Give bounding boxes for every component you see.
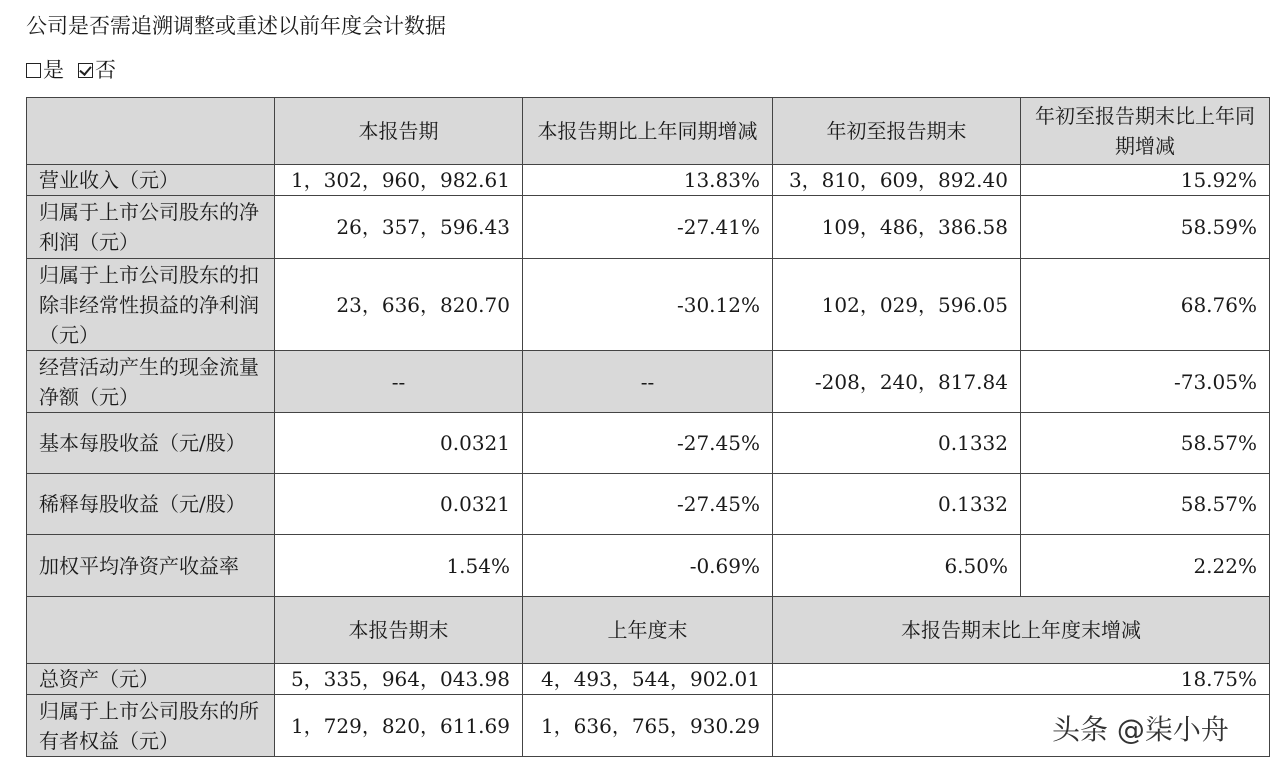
- table1-header-corner: [27, 98, 275, 165]
- cell-value: 5，335，964，043.98: [275, 664, 523, 695]
- cell-value: 13.83%: [523, 165, 773, 196]
- header-ytd-yoy: 年初至报告期末比上年同期增减: [1021, 98, 1270, 165]
- cell-value: 109，486，386.58: [773, 196, 1021, 259]
- cell-value: 15.92%: [1021, 165, 1270, 196]
- watermark: 头条 @柒小舟: [1052, 713, 1229, 746]
- row-label: 归属于上市公司股东的所有者权益（元）: [27, 695, 275, 757]
- cell-value: -27.45%: [523, 474, 773, 535]
- cell-value: -73.05%: [1021, 351, 1270, 413]
- header-prior-year-end: 上年度末: [523, 597, 773, 664]
- table2-header-row: [27, 597, 1270, 664]
- cell-value: 23，636，820.70: [275, 259, 523, 351]
- restatement-choices: [26, 54, 130, 86]
- header-current-period: 本报告期: [275, 98, 523, 165]
- row-label: 经营活动产生的现金流量净额（元）: [27, 351, 275, 413]
- table-row: [27, 351, 1270, 413]
- row-label: 总资产（元）: [27, 664, 275, 695]
- cell-value: 68.76%: [1021, 259, 1270, 351]
- row-label: 加权平均净资产收益率: [27, 535, 275, 597]
- checkbox-no-checked-icon[interactable]: [78, 63, 93, 78]
- checkbox-yes-icon[interactable]: [26, 63, 41, 78]
- table-row: [27, 664, 1270, 695]
- table-row: [27, 196, 1270, 259]
- cell-value: -27.41%: [523, 196, 773, 259]
- cell-value: 18.75%: [773, 664, 1270, 695]
- header-period-end: 本报告期末: [275, 597, 523, 664]
- table-row: [27, 165, 1270, 196]
- table1-header-row: [27, 98, 1270, 165]
- cell-value: 0.1332: [773, 413, 1021, 474]
- cell-value: 1.54%: [275, 535, 523, 597]
- cell-value: 3，810，609，892.40: [773, 165, 1021, 196]
- row-label: 营业收入（元）: [27, 165, 275, 196]
- table-row: [27, 413, 1270, 474]
- header-period-end-change: 本报告期末比上年度末增减: [773, 597, 1270, 664]
- cell-value: 1，636，765，930.29: [523, 695, 773, 757]
- row-label: 归属于上市公司股东的净利润（元）: [27, 196, 275, 259]
- cell-value: 0.0321: [275, 413, 523, 474]
- row-label: 归属于上市公司股东的扣除非经常性损益的净利润（元）: [27, 259, 275, 351]
- row-label: 基本每股收益（元/股）: [27, 413, 275, 474]
- choice-no[interactable]: [78, 54, 116, 86]
- section-heading: 公司是否需追溯调整或重述以前年度会计数据: [26, 14, 446, 38]
- cell-value: 26，357，596.43: [275, 196, 523, 259]
- header-current-period-yoy: 本报告期比上年同期增减: [523, 98, 773, 165]
- table-row: [27, 535, 1270, 597]
- cell-value: 58.57%: [1021, 413, 1270, 474]
- financial-data-table: [26, 97, 1270, 757]
- cell-value: 4，493，544，902.01: [523, 664, 773, 695]
- choice-no-label: 否: [95, 58, 116, 82]
- cell-value: 2.22%: [1021, 535, 1270, 597]
- table2-header-corner: [27, 597, 275, 664]
- table-row: [27, 259, 1270, 351]
- cell-value: -208，240，817.84: [773, 351, 1021, 413]
- choice-yes[interactable]: [26, 54, 64, 86]
- cell-value: 0.0321: [275, 474, 523, 535]
- cell-value: --: [275, 351, 523, 413]
- cell-value: 102，029，596.05: [773, 259, 1021, 351]
- cell-value: 58.57%: [1021, 474, 1270, 535]
- cell-value: 1，729，820，611.69: [275, 695, 523, 757]
- cell-value: 58.59%: [1021, 196, 1270, 259]
- row-label: 稀释每股收益（元/股）: [27, 474, 275, 535]
- cell-value: 0.1332: [773, 474, 1021, 535]
- header-ytd: 年初至报告期末: [773, 98, 1021, 165]
- cell-value: 6.50%: [773, 535, 1021, 597]
- cell-value: --: [523, 351, 773, 413]
- choice-yes-label: 是: [43, 58, 64, 82]
- cell-value: -27.45%: [523, 413, 773, 474]
- cell-value: 1，302，960，982.61: [275, 165, 523, 196]
- table-row: [27, 474, 1270, 535]
- cell-value: -0.69%: [523, 535, 773, 597]
- cell-value: -30.12%: [523, 259, 773, 351]
